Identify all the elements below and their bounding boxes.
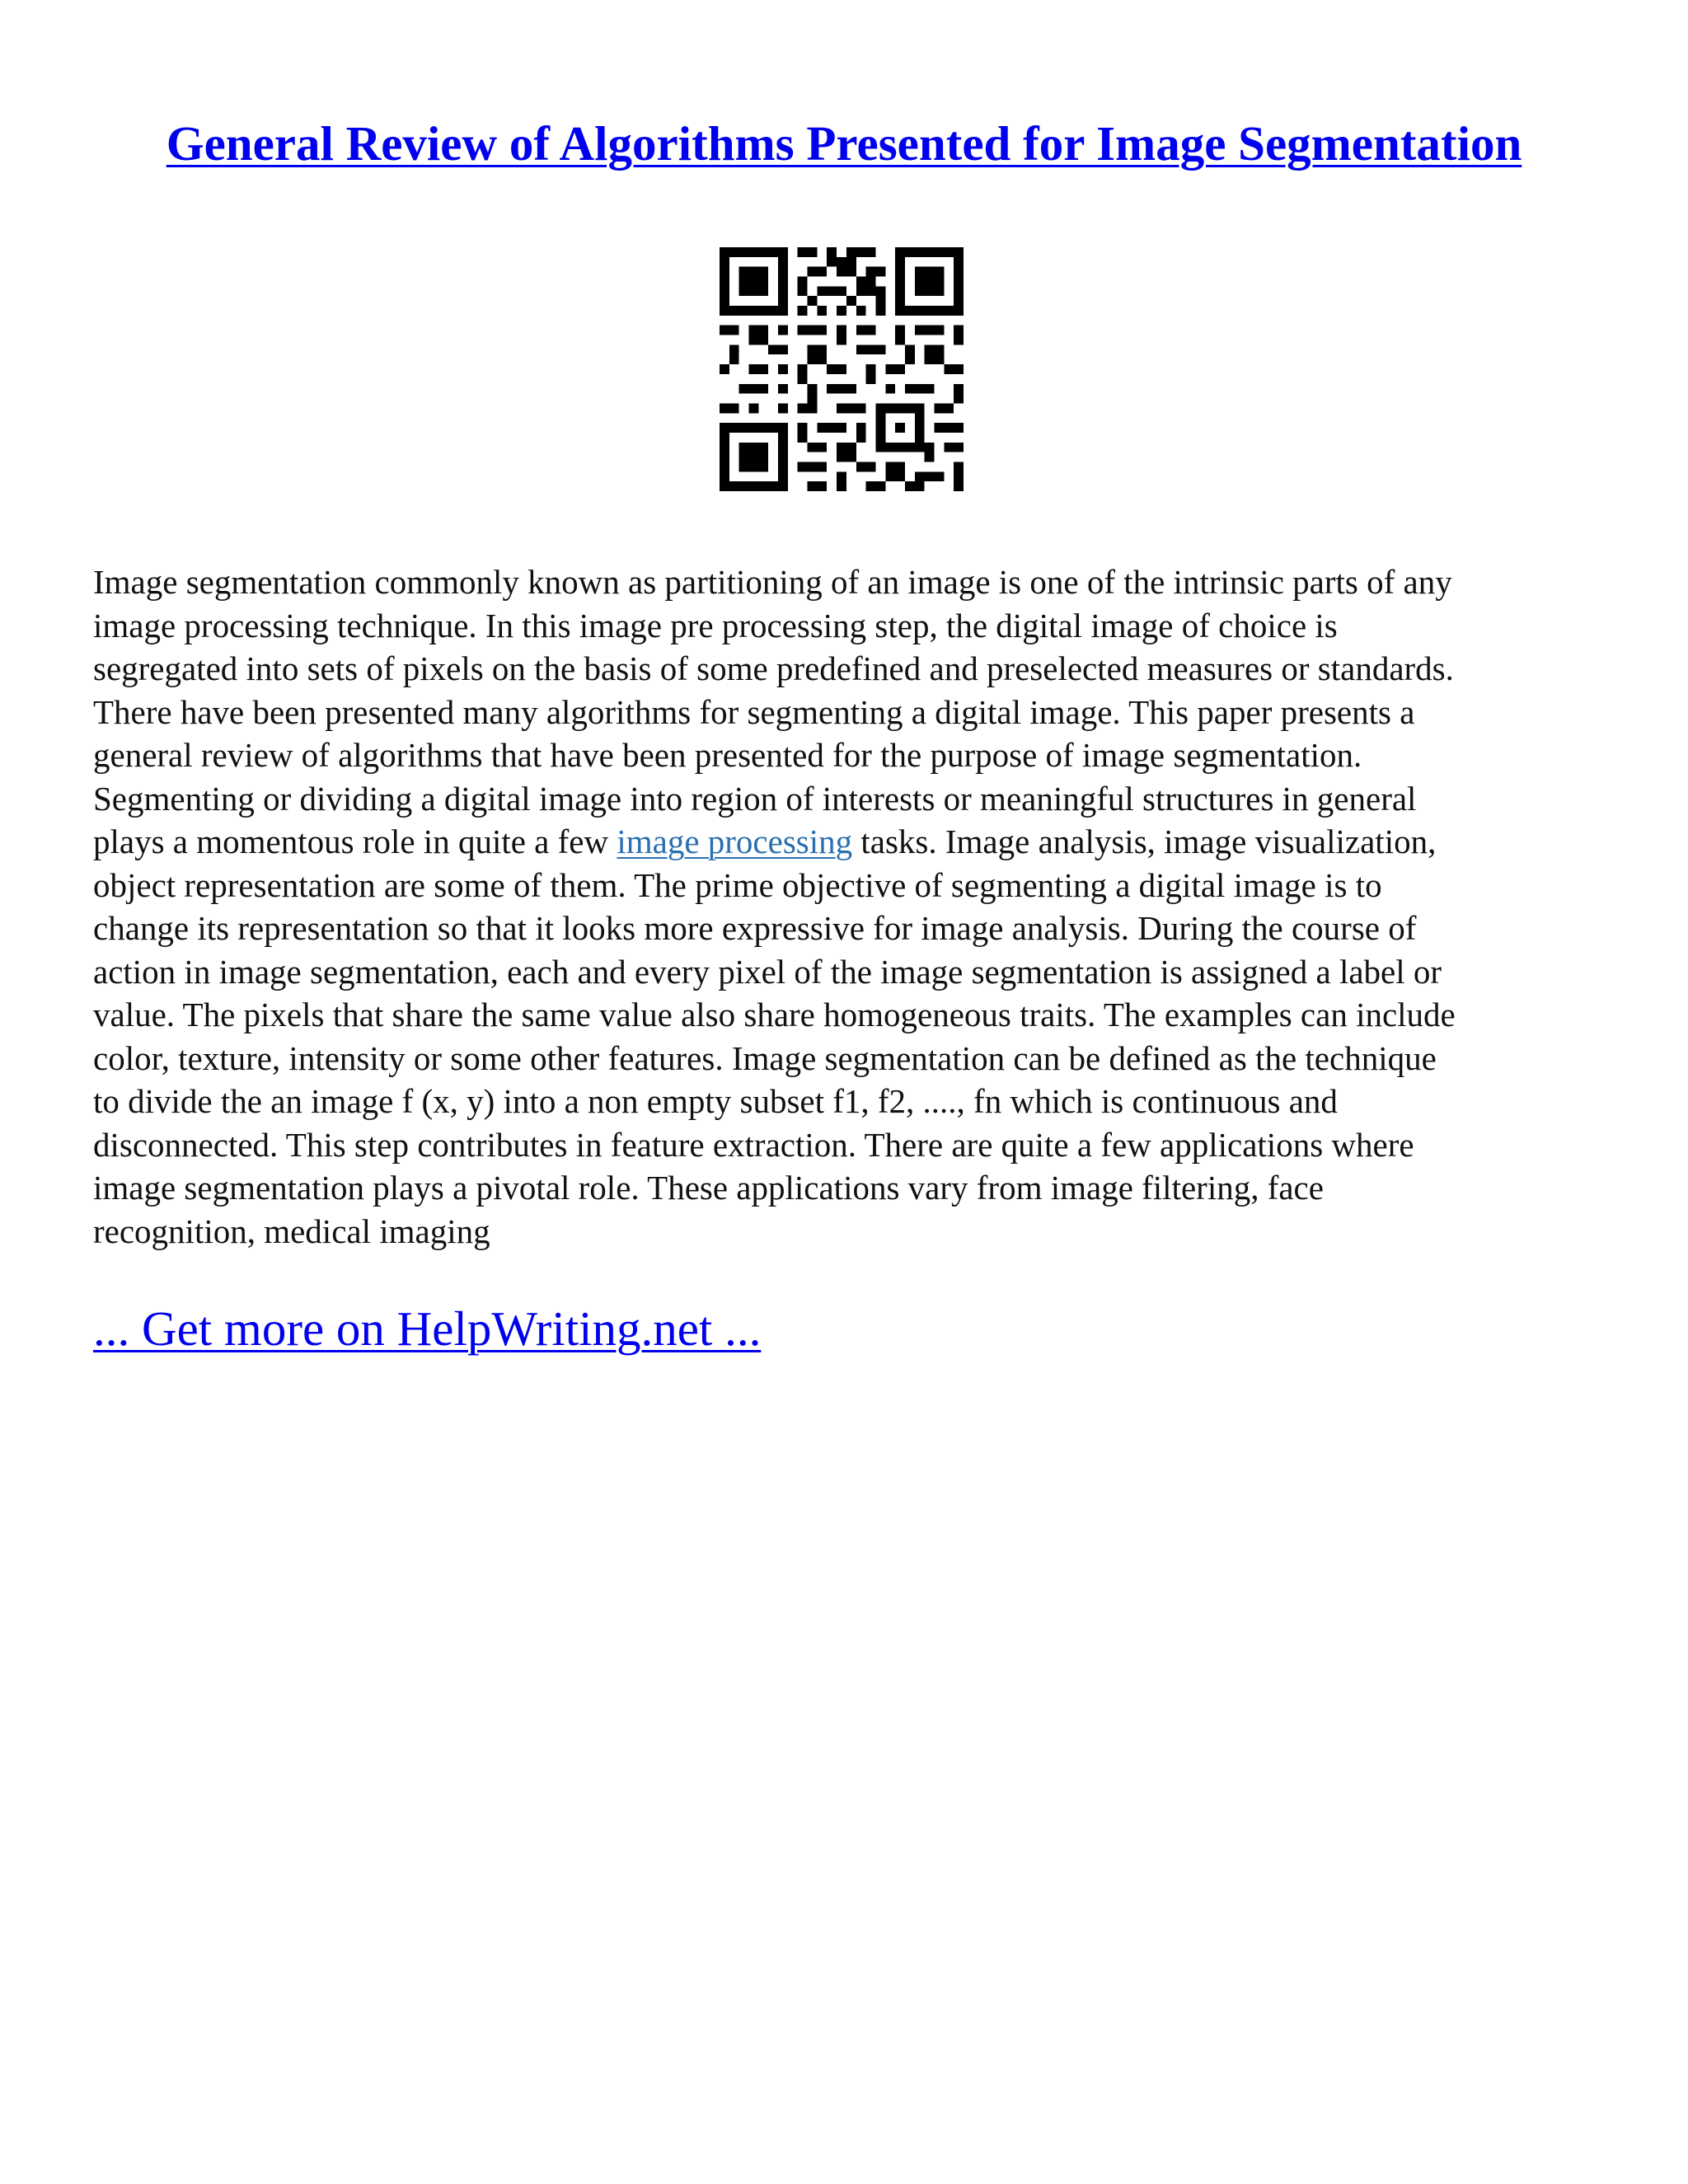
body-line: object representation are some of them. The prime objective of segmenting a digital image is to [93,865,1382,904]
body-line [93,820,1626,864]
qr-code-icon [720,247,964,491]
body-line: value. The pixels that share the same value also share homogeneous traits. The examples can include [93,996,1456,1033]
body-line: recognition, medical imaging [93,1212,490,1250]
body-line: action in image segmentation, each and every pixel of the image segmentation is assigned a label or [93,952,1442,991]
body-line: disconnected. This step contributes in feature extraction. There are quite a few applications where [93,1125,1414,1164]
body-line: color, texture, intensity or some other features. Image segmentation can be defined as the technique [93,1038,1437,1077]
image-processing-link[interactable]: image processing [617,823,853,860]
title-link[interactable]: General Review of Algorithms Presented for Image Segmentation [166,116,1522,171]
body-line: general review of algorithms that have been presented for the purpose of image segmentation. [93,736,1362,774]
body-line: segregated into sets of pixels on the basis of some predefined and preselected measures or standards. [93,649,1454,687]
get-more-link[interactable]: ... Get more on HelpWriting.net ... [93,1301,762,1356]
get-more-section [93,1299,761,1358]
body-line: to divide the an image f (x, y) into a non empty subset f1, f2, ...., fn which is continuous and [93,1082,1338,1120]
body-text-segment: tasks. Image analysis, image visualization, [852,823,1437,860]
body-line: Segmenting or dividing a digital image into region of interests or meaningful structures in general [93,779,1417,818]
body-line: image segmentation plays a pivotal role. These applications vary from image filtering, face [93,1169,1324,1207]
page-title [0,114,1688,173]
body-paragraph [93,560,1626,1253]
body-line: image processing technique. In this image pre processing step, the digital image of choice is [93,606,1338,644]
body-line: There have been presented many algorithms for segmenting a digital image. This paper presents a [93,692,1415,731]
body-line: change its representation so that it looks more expressive for image analysis. During the course of [93,909,1417,947]
body-line: Image segmentation commonly known as partitioning of an image is one of the intrinsic parts of any [93,563,1452,601]
body-text-segment: plays a momentous role in quite a few [93,823,617,860]
